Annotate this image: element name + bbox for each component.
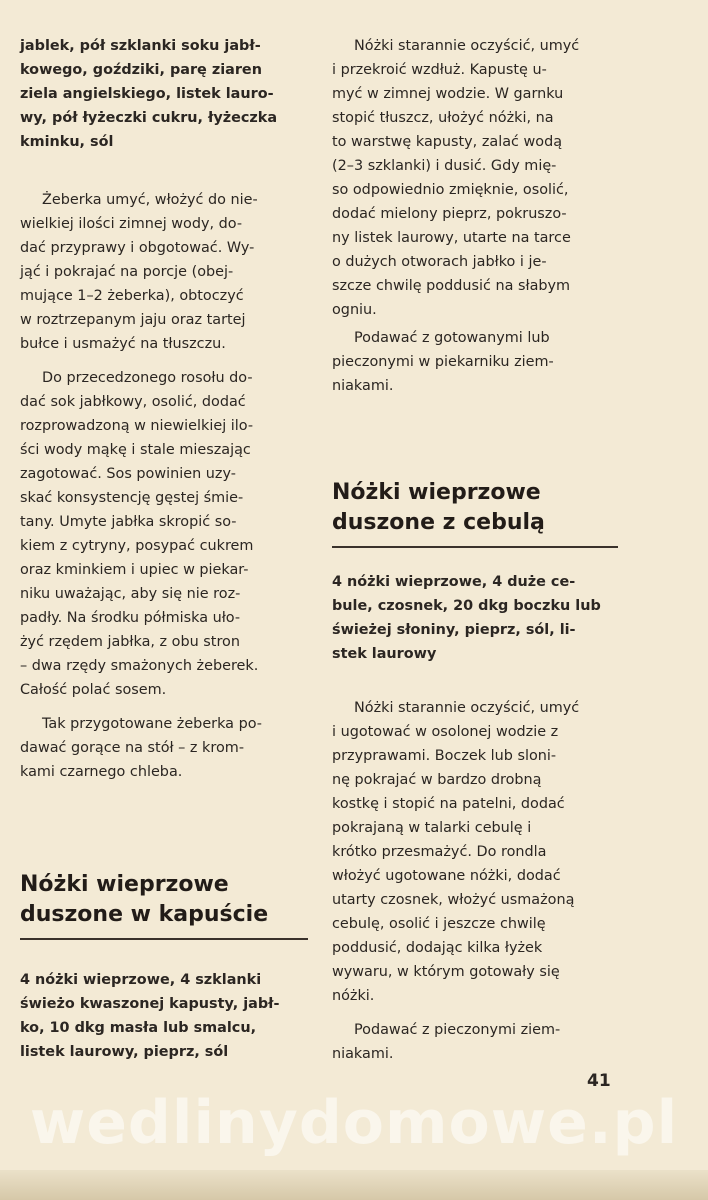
ingredients-continued: jablek, pół szklanki soku jabł- kowego, goździki, parę ziaren ziela angielskiego, listek lauro- wy, pół łyżeczki cukru, łyżeczka kminku, sól	[20, 38, 278, 150]
cabbage-serving-paragraph: Podawać z gotowanymi lub pieczonymi w piekarniku ziem- niakami.	[332, 330, 554, 394]
recipe-title-pork-trotters-onion: Nóżki wieprzowe duszone z cebulą	[332, 480, 545, 535]
title-divider	[20, 938, 308, 940]
recipe-title-pork-trotters-cabbage: Nóżki wieprzowe duszone w kapuście	[20, 872, 269, 927]
title-divider	[332, 546, 618, 548]
ingredients-pork-trotters-cabbage: 4 nóżki wieprzowe, 4 szklanki świeżo kwaszonej kapusty, jabł- ko, 10 dkg masła lub smalcu, listek laurowy, pieprz, sól	[20, 972, 280, 1060]
onion-method-paragraph: Nóżki starannie oczyścić, umyć i ugotować w osolonej wodzie z przyprawami. Boczek lub sloni- nę pokrajać w bardzo drobną kostkę i stopić na patelni, dodać pokrajaną w talarki cebulę i krótko przesmażyć. Do rondla włożyć ugotowane nóżki, dodać utarty czosnek, włożyć usmażoną cebulę, osolić i jeszcze chwilę poddusić, dodając kilka łyżek wywaru, w którym gotowały się nóżki.	[332, 700, 580, 1004]
site-watermark: wedlinydomowe.pl	[29, 1088, 679, 1158]
page-number: 41	[587, 1071, 611, 1091]
page-edge	[0, 1170, 708, 1200]
left-column	[20, 34, 308, 1064]
onion-serving-paragraph: Podawać z pieczonymi ziem- niakami.	[332, 1022, 561, 1062]
ribs-method-paragraph-2: Do przecedzonego rosołu do- dać sok jabłkowy, osolić, dodać rozprowadzoną w niewielkiej ilo- ści wody mąkę i stale mieszając zagotować. Sos powinien uzy- skać konsystencję gęstej śmie- tany. Umyte jabłka skropić so- kiem z cytryny, posypać cukrem oraz kminkiem i upiec w piekar- niku uważając, aby się nie roz- padły. Na środku półmiska uło- żyć rzędem jabłka, z obu stron – dwa rzędy smażonych żeberek. Całość polać sosem.	[20, 370, 259, 698]
right-column	[332, 34, 618, 1066]
ingredients-pork-trotters-onion: 4 nóżki wieprzowe, 4 duże ce- bule, czosnek, 20 dkg boczku lub świeżej słoniny, pieprz, sól, li- stek laurowy	[332, 574, 601, 662]
ribs-method-paragraph-3: Tak przygotowane żeberka po- dawać gorące na stół – z krom- kami czarnego chleba.	[20, 716, 262, 780]
cabbage-method-paragraph-1: Nóżki starannie oczyścić, umyć i przekroić wzdłuż. Kapustę u- myć w zimnej wodzie. W garnku stopić tłuszcz, ułożyć nóżki, na to warstwę kapusty, zalać wodą (2–3 szklanki) i dusić. Gdy mię- so odpowiednio zmięknie, osolić, dodać mielony pieprz, pokruszo- ny listek laurowy, utarte na tarce o dużych otworach jabłko i je- szcze chwilę poddusić na słabym ogniu.	[332, 38, 580, 318]
ribs-method-paragraph-1: Żeberka umyć, włożyć do nie- wielkiej ilości zimnej wody, do- dać przyprawy i obgotować. Wy- jąć i pokrajać na porcje (obej- mujące 1–2 żeberka), obtoczyć w roztrzepanym jaju oraz tartej bułce i usmażyć na tłuszczu.	[20, 192, 258, 352]
